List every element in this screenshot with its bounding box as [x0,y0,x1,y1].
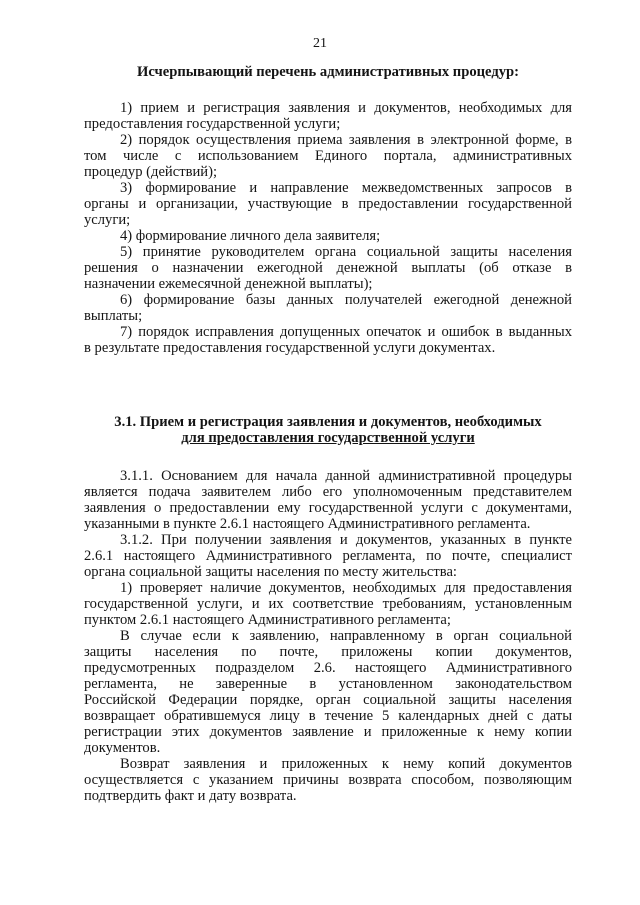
list-item-line: назначении ежемесячной денежной выплаты); [84,276,373,292]
paragraph-line: Российской Федерации порядке, орган социальной защиты населения [84,692,572,708]
list-item-line: 5) принятие руководителем органа социальной защиты населения [120,244,572,260]
list-item-line: 6) формирование базы данных получателей ежегодной денежной [120,292,572,308]
paragraph-line: пунктом 2.6.1 настоящего Административного регламента; [84,612,451,628]
section-body [84,468,572,804]
paragraph-line: Возврат заявления и приложенных к нему копий документов [120,756,572,772]
paragraph-line: возвращает обратившемуся лицу в течение 5 календарных дней с даты [84,708,572,724]
paragraph-line: 3.1.2. При получении заявления и документов, указанных в пункте [120,532,572,548]
section-heading-3-1 [84,414,572,446]
paragraph-line: предусмотренных подразделом 2.6. настоящего Административного [84,660,572,676]
list-item-line: 1) прием и регистрация заявления и документов, необходимых для [120,100,572,116]
page-number: 21 [313,36,327,51]
list-item-line: выплаты; [84,308,143,324]
list-item-line: органы и организации, участвующие в предоставлении государственной [84,196,572,212]
paragraph-line: 3.1.1. Основанием для начала данной административной процедуры [120,468,572,484]
section-heading-line: для предоставления государственной услуги [181,430,475,446]
list-item-line: предоставления государственной услуги; [84,116,341,132]
paragraph-line: регламента, не заверенные в установленном законодательством [84,676,572,692]
procedures-list [84,100,572,356]
section-heading-line: 3.1. Прием и регистрация заявления и документов, необходимых [114,414,542,430]
paragraph-line: В случае если к заявлению, направленному в орган социальной [120,628,572,644]
paragraph-line: указанными в пункте 2.6.1 настоящего Административного регламента. [84,516,531,532]
list-item-line: том числе с использованием Единого портала, административных [84,148,572,164]
list-item-line: 3) формирование и направление межведомственных запросов в [120,180,572,196]
paragraph-line: осуществляется с указанием причины возврата способом, позволяющим [84,772,572,788]
list-item-line: решения о назначении ежегодной денежной выплаты (об отказе в [84,260,572,276]
paragraph-line: органа социальной защиты населения по месту жительства: [84,564,457,580]
paragraph-line: является подача заявителем либо его уполномоченным представителем [84,484,572,500]
paragraph-line: защиты населения по почте, приложены копии документов, [84,644,572,660]
list-item-line: 7) порядок исправления допущенных опечаток и ошибок в выданных [120,324,572,340]
paragraph-line: 2.6.1 настоящего Административного регламента, по почте, специалист [84,548,572,564]
list-item-line: процедур (действий); [84,164,218,180]
paragraph-line: подтвердить факт и дату возврата. [84,788,297,804]
paragraph-line: регистрации этих документов заявление и приложенные к нему копии [84,724,572,740]
paragraph-line: 1) проверяет наличие документов, необходимых для предоставления [120,580,572,596]
paragraph-line: документов. [84,740,161,756]
list-item-line: 4) формирование личного дела заявителя; [120,228,381,244]
list-item-line: услуги; [84,212,131,228]
paragraph-line: государственной услуги, и их соответствие требованиям, установленным [84,596,572,612]
list-item-line: 2) порядок осуществления приема заявления в электронной форме, в [120,132,572,148]
paragraph-line: заявления о предоставлении ему государственной услуги с документами, [84,500,572,516]
list-item-line: в результате предоставления государственной услуги документах. [84,340,496,356]
section-heading-procedures: Исчерпывающий перечень административных процедур: [137,64,519,80]
